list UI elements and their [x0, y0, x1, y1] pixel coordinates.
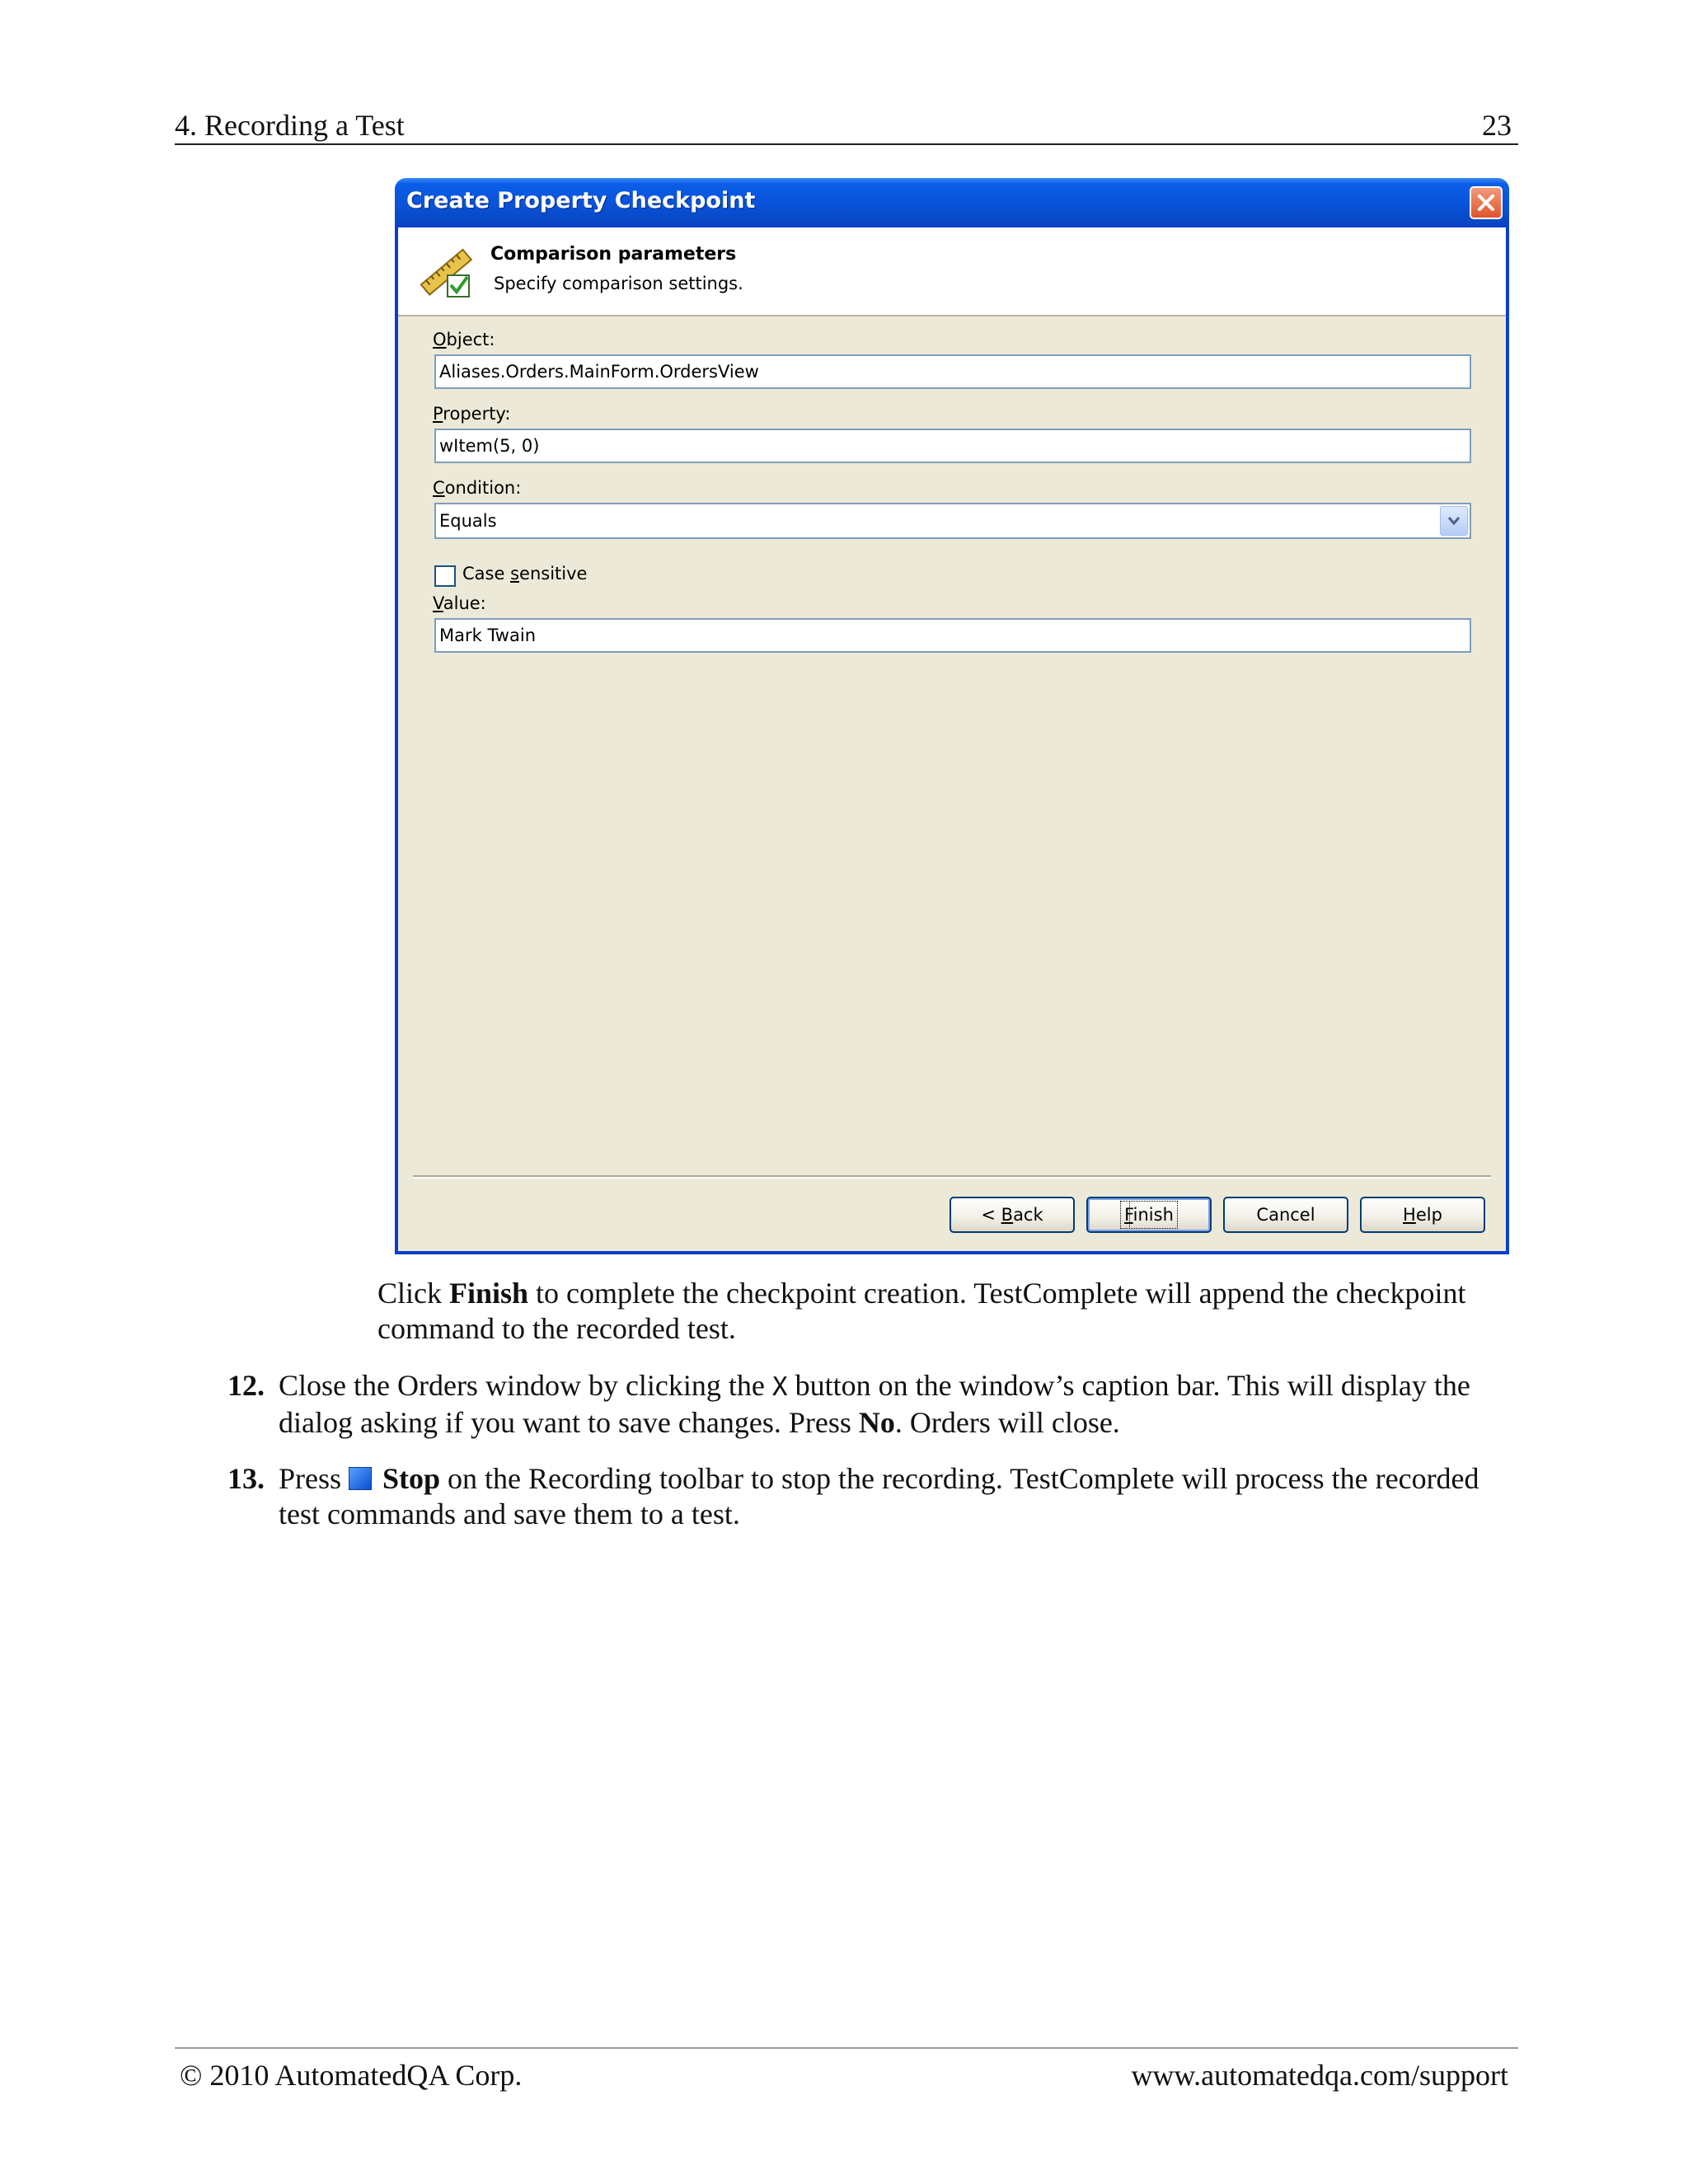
wizard-header — [398, 227, 1506, 316]
object-label: Object: — [433, 330, 495, 349]
condition-select[interactable] — [434, 503, 1471, 539]
header-title: Comparison parameters — [490, 244, 737, 265]
footer-divider — [413, 1175, 1491, 1179]
list-number-13: 13. — [227, 1462, 265, 1495]
paragraph-finish: Click Finish to complete the checkpoint creation. TestComplete will append the checkpoint command to the recorded test. — [377, 1277, 1466, 1345]
help-button[interactable]: Help — [1360, 1197, 1485, 1233]
chapter-title: 4. Recording a Test — [175, 109, 405, 142]
finish-button[interactable]: Finish — [1086, 1197, 1212, 1233]
case-sensitive-label[interactable]: Case sensitive — [462, 564, 588, 583]
copyright: © 2010 AutomatedQA Corp. — [180, 2059, 523, 2092]
page-number: 23 — [1482, 109, 1512, 142]
value-label: Value: — [433, 593, 486, 613]
condition-dropdown-button[interactable] — [1440, 506, 1468, 536]
stop-icon — [349, 1467, 372, 1490]
value-field[interactable]: Mark Twain — [434, 618, 1471, 653]
support-url[interactable]: www.automatedqa.com/support — [1131, 2059, 1508, 2092]
case-sensitive-checkbox[interactable] — [434, 565, 456, 587]
back-button[interactable]: < Back — [950, 1197, 1075, 1233]
cancel-button[interactable]: Cancel — [1223, 1197, 1348, 1233]
ruler-checkpoint-icon — [418, 244, 476, 302]
condition-label: Condition: — [433, 478, 522, 498]
property-field[interactable]: wItem(5, 0) — [434, 429, 1471, 463]
create-property-checkpoint-dialog — [395, 178, 1509, 1254]
condition-selected-value: Equals — [439, 511, 497, 531]
list-item-13: Press Stop on the Recording toolbar to stop the recording. TestComplete will process the recorded test commands and save them to a test. — [279, 1462, 1479, 1530]
property-label: Property: — [433, 404, 511, 424]
chevron-down-icon — [1447, 515, 1461, 527]
dialog-title: Create Property Checkpoint — [406, 188, 756, 213]
close-button[interactable] — [1470, 186, 1503, 219]
page-footer — [175, 2047, 1518, 2095]
page-header — [175, 107, 1518, 145]
object-field[interactable]: Aliases.Orders.MainForm.OrdersView — [434, 354, 1471, 389]
dialog-titlebar[interactable] — [395, 178, 1509, 227]
list-number-12: 12. — [227, 1369, 265, 1402]
header-subtitle: Specify comparison settings. — [494, 274, 743, 293]
list-item-12: Close the Orders window by clicking the X button on the window’s caption bar. This will display the dialog asking if you want to save changes. Press No. Orders will close. — [279, 1369, 1470, 1439]
close-icon — [1477, 194, 1495, 212]
